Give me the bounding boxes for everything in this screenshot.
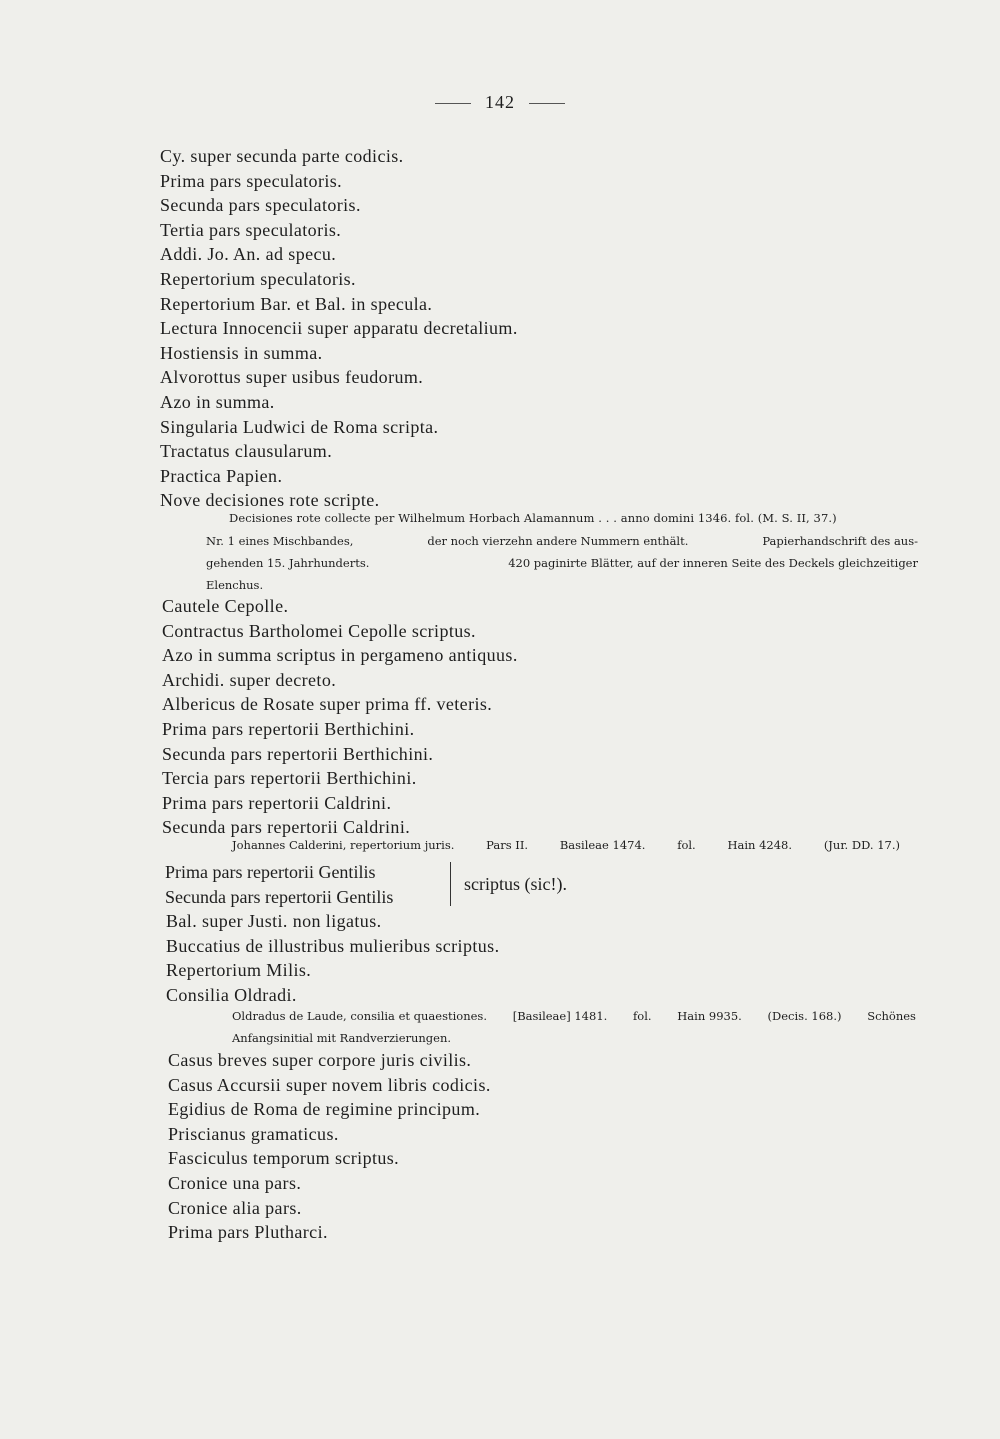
page-number: 142	[485, 92, 515, 112]
entry-list-2	[162, 594, 518, 840]
entry: Contractus Bartholomei Cepolle scriptus.	[162, 620, 476, 641]
entry: Practica Papien.	[160, 465, 283, 486]
entry: Cautele Cepolle.	[162, 596, 289, 616]
entry: Tercia pars repertorii Berthichini.	[162, 768, 417, 789]
note-3	[232, 1005, 916, 1049]
note-text: [Basileae] 1481.	[512, 1009, 608, 1023]
entry: Hostiensis in summa.	[160, 342, 323, 363]
entry: Nove decisiones rote scripte.	[160, 490, 380, 511]
note-text: Anfangsinitial mit Randverzierungen.	[232, 1031, 452, 1045]
note-text: der noch vierzehn andere Nummern enthält.	[427, 534, 689, 548]
header-rule-right	[529, 103, 565, 104]
note-text: Nr. 1 eines Mischbandes,	[206, 534, 354, 548]
entry: Bal. super Justi. non ligatus.	[166, 911, 382, 931]
note-text: Johannes Calderini, repertorium juris.	[232, 838, 455, 852]
note-text: Oldradus de Laude, consilia et quaestiones.	[232, 1009, 487, 1023]
note-3-line-1	[232, 1005, 916, 1027]
note-text: (Jur. DD. 17.)	[823, 838, 900, 852]
entry: Repertorium Milis.	[166, 960, 312, 981]
entry: Prima pars repertorii Berthichini.	[162, 718, 415, 739]
note-text: Schönes	[867, 1009, 916, 1023]
entry: Fasciculus temporum scriptus.	[168, 1148, 400, 1169]
entry: Archidi. super decreto.	[162, 669, 337, 690]
brace-mark	[450, 862, 457, 906]
note-2-line-1	[232, 834, 900, 856]
entry: Alvorottus super usibus feudorum.	[160, 367, 424, 388]
entry: Tractatus clausularum.	[160, 441, 333, 462]
note-text: Hain 9935.	[677, 1009, 742, 1023]
note-3-line-2	[232, 1027, 916, 1049]
entry: Tertia pars speculatoris.	[160, 219, 342, 240]
note-text: Papierhandschrift des aus-	[762, 534, 918, 548]
entry: Casus Accursii super novem libris codicis.	[168, 1074, 491, 1095]
note-text: gehenden 15. Jahrhunderts.	[206, 556, 370, 570]
entry: Lectura Innocencii super apparatu decretalium.	[160, 318, 518, 339]
entry: Secunda pars repertorii Caldrini.	[162, 817, 411, 838]
entry-list-4	[168, 1048, 491, 1245]
note-text: fol.	[677, 838, 696, 852]
entry: Prima pars Plutharci.	[168, 1222, 328, 1243]
entry: Albericus de Rosate super prima ff. veteris.	[162, 694, 493, 715]
entry: Repertorium Bar. et Bal. in specula.	[160, 293, 433, 314]
entry: Secunda pars speculatoris.	[160, 195, 361, 216]
note-1-line-1: Decisiones rote collecte per Wilhelmum Horbach Alamannum . . . anno domini 1346. fol. (M. S. II, 37.)	[229, 511, 837, 525]
bracketed-entries	[165, 860, 567, 910]
note-1-line-2	[206, 530, 918, 552]
entry: Priscianus gramaticus.	[168, 1123, 339, 1144]
note-text: 420 paginirte Blätter, auf der inneren Seite des Deckels gleichzeitiger	[508, 556, 918, 570]
entry: Repertorium speculatoris.	[160, 268, 356, 289]
note-1-line-3	[206, 552, 918, 574]
entry: Prima pars repertorii Caldrini.	[162, 792, 392, 813]
note-2	[232, 834, 900, 856]
note-text: Elenchus.	[206, 578, 264, 592]
entry-list-1	[160, 144, 518, 513]
entry: Azo in summa.	[160, 391, 275, 412]
entry: Prima pars repertorii Gentilis	[165, 862, 376, 882]
note-1-line-4	[206, 574, 918, 596]
header-rule-left	[435, 103, 471, 104]
entry: Buccatius de illustribus mulieribus scriptus.	[166, 935, 500, 956]
note-1-body	[206, 530, 918, 596]
note-text: Pars II.	[486, 838, 529, 852]
page-header	[0, 92, 1000, 113]
note-text: Hain 4248.	[727, 838, 793, 852]
entry: Egidius de Roma de regimine principum.	[168, 1099, 481, 1120]
entry: Addi. Jo. An. ad specu.	[160, 244, 337, 265]
entry: Cronice alia pars.	[168, 1197, 302, 1218]
note-text: Basileae 1474.	[559, 838, 646, 852]
entry: Cy. super secunda parte codicis.	[160, 146, 404, 166]
entry-list-3	[166, 909, 499, 1007]
note-text: fol.	[633, 1009, 652, 1023]
entry: Cronice una pars.	[168, 1172, 302, 1193]
entry: Casus breves super corpore juris civilis.	[168, 1050, 472, 1070]
entry: Prima pars speculatoris.	[160, 170, 343, 191]
entry: Singularia Ludwici de Roma scripta.	[160, 416, 439, 437]
entry: Azo in summa scriptus in pergameno antiquus.	[162, 645, 518, 666]
note-text: (Decis. 168.)	[767, 1009, 842, 1023]
entry: Consilia Oldradi.	[166, 984, 297, 1005]
entry: Secunda pars repertorii Gentilis	[165, 887, 394, 907]
brace-label: scriptus (sic!).	[464, 874, 567, 894]
entry: Secunda pars repertorii Berthichini.	[162, 743, 434, 764]
